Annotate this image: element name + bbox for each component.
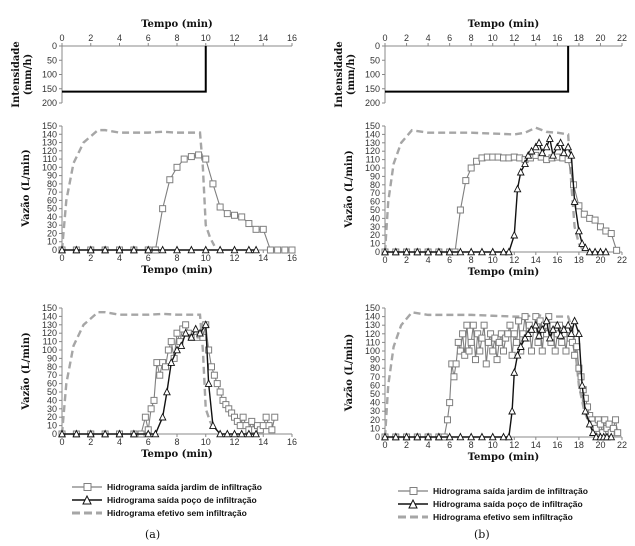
- marker-square: [496, 339, 502, 345]
- marker-square: [253, 226, 259, 232]
- legend-label-square: Hidrograma saída jardim de infiltração: [107, 481, 262, 492]
- marker-square: [289, 247, 295, 253]
- x-tick-label: 16: [552, 440, 563, 450]
- marker-square: [483, 361, 489, 367]
- y-tick-label: 0: [374, 247, 380, 257]
- x-tick-label: 16: [552, 255, 563, 265]
- x-tick-label: 6: [145, 253, 151, 263]
- chart-b-bot: [344, 303, 627, 463]
- marker-square: [468, 165, 474, 171]
- x-axis-title: Tempo (min): [141, 19, 213, 30]
- marker-square: [151, 397, 157, 403]
- legend-square-swatch: [398, 486, 428, 496]
- marker-square: [444, 417, 450, 423]
- series-triangle: [59, 321, 259, 437]
- rain-step-line: [385, 46, 568, 92]
- x-tick-label: 12: [509, 255, 520, 265]
- y-axis-title: Vazão (L/min): [344, 333, 355, 412]
- x-tick-label: 18: [573, 255, 584, 265]
- y-tick-label: 30: [369, 406, 380, 417]
- marker-square: [513, 339, 519, 345]
- x-axis-title: Tempo (min): [467, 452, 540, 463]
- x-tick-label: 16: [286, 33, 298, 43]
- y-tick-label: 20: [369, 230, 380, 241]
- y-tick-label: 0: [51, 429, 57, 439]
- legend-entry-dashed: [398, 510, 588, 523]
- y-axis-title-unit: (mm/h): [346, 53, 357, 96]
- x-tick-label: 6: [145, 33, 151, 43]
- x-tick-label: 2: [88, 437, 94, 447]
- marker-triangle: [557, 139, 563, 145]
- x-tick-label: 12: [229, 253, 240, 263]
- marker-triangle: [511, 232, 517, 238]
- y-axis-title-unit: (mm/h): [23, 53, 34, 96]
- marker-square: [260, 226, 266, 232]
- y-tick-label: 120: [41, 145, 57, 156]
- y-tick-label: 130: [41, 319, 57, 330]
- legend-label-dashed: Hidrograma efetivo sem infiltração: [433, 511, 573, 522]
- x-tick-label: 14: [530, 440, 541, 450]
- marker-square: [522, 314, 528, 320]
- x-tick-label: 22: [616, 33, 628, 43]
- x-tick-label: 10: [487, 33, 498, 43]
- y-tick-label: 100: [41, 69, 57, 80]
- y-tick-label: 90: [369, 354, 380, 365]
- legend-dashed-swatch: [398, 512, 428, 522]
- marker-square: [214, 381, 220, 387]
- y-tick-label: 50: [369, 389, 380, 399]
- legend-entry-square: [72, 480, 262, 493]
- chart-b-rain: [334, 19, 627, 108]
- marker-square: [490, 348, 496, 354]
- x-tick-label: 6: [447, 33, 453, 43]
- y-tick-label: 80: [369, 363, 380, 374]
- marker-square: [574, 344, 580, 350]
- marker-triangle: [576, 228, 582, 234]
- marker-square: [209, 364, 215, 370]
- legend-label-square: Hidrograma saída jardim de infiltração: [433, 485, 588, 496]
- y-tick-label: 140: [41, 129, 57, 140]
- marker-square: [451, 374, 457, 380]
- y-tick-label: 120: [364, 146, 380, 157]
- marker-square: [237, 423, 243, 429]
- marker-square: [160, 206, 166, 212]
- y-tick-label: 80: [46, 178, 57, 189]
- marker-triangle: [565, 322, 571, 328]
- y-tick-label: 50: [369, 55, 380, 66]
- y-tick-label: 90: [46, 170, 57, 181]
- y-tick-label: 10: [46, 236, 57, 247]
- x-tick-label: 8: [468, 33, 474, 43]
- marker-square: [275, 247, 281, 253]
- y-tick-label: 40: [369, 397, 380, 408]
- x-tick-label: 20: [595, 33, 606, 43]
- marker-square: [592, 217, 598, 223]
- x-tick-label: 0: [382, 440, 388, 450]
- y-tick-label: 200: [41, 98, 57, 108]
- y-tick-label: 50: [369, 205, 380, 215]
- x-tick-label: 14: [258, 253, 269, 263]
- x-tick-label: 10: [487, 440, 498, 450]
- marker-square: [203, 156, 209, 162]
- y-tick-label: 20: [369, 414, 380, 425]
- marker-square: [239, 214, 245, 220]
- marker-square: [142, 414, 148, 420]
- series-line-dashed: [62, 130, 214, 250]
- legend-a: [72, 480, 262, 519]
- panel-label-b: (b): [474, 528, 490, 541]
- x-axis-title: Tempo (min): [141, 265, 213, 276]
- x-tick-label: 16: [286, 437, 298, 447]
- y-tick-label: 70: [46, 187, 57, 198]
- marker-square: [246, 221, 252, 227]
- y-tick-label: 140: [364, 129, 380, 140]
- x-tick-label: 12: [509, 440, 520, 450]
- marker-square: [210, 181, 216, 187]
- y-tick-label: 120: [364, 328, 380, 339]
- x-tick-label: 0: [382, 255, 388, 265]
- marker-square: [217, 389, 223, 395]
- y-tick-label: 20: [46, 228, 57, 239]
- x-tick-label: 2: [88, 253, 94, 263]
- series-square: [59, 152, 295, 253]
- marker-square: [282, 247, 288, 253]
- series-square: [382, 314, 621, 440]
- y-tick-label: 30: [369, 221, 380, 232]
- y-tick-label: 10: [369, 423, 380, 434]
- marker-triangle: [205, 380, 211, 386]
- x-tick-label: 20: [595, 255, 606, 265]
- marker-square: [269, 427, 275, 433]
- x-tick-label: 14: [258, 437, 269, 447]
- marker-triangle: [159, 414, 165, 420]
- y-tick-label: 100: [364, 163, 380, 173]
- y-tick-label: 130: [364, 137, 380, 148]
- series-step: [62, 46, 206, 92]
- y-tick-label: 150: [41, 303, 57, 313]
- y-tick-label: 150: [41, 121, 57, 131]
- x-tick-label: 20: [595, 440, 606, 450]
- x-tick-label: 10: [487, 255, 498, 265]
- x-tick-label: 0: [59, 437, 65, 447]
- marker-triangle: [518, 169, 524, 175]
- marker-square: [263, 414, 269, 420]
- x-tick-label: 4: [116, 437, 123, 447]
- y-tick-label: 110: [42, 154, 57, 165]
- marker-square: [535, 339, 541, 345]
- y-tick-label: 0: [374, 41, 380, 51]
- marker-square: [188, 154, 194, 160]
- y-tick-label: 80: [46, 361, 57, 372]
- y-axis-title: Intensidade: [11, 41, 22, 108]
- y-tick-label: 100: [364, 346, 380, 356]
- marker-square: [481, 322, 487, 328]
- x-tick-label: 14: [258, 33, 269, 43]
- marker-square: [552, 348, 558, 354]
- marker-triangle: [571, 317, 577, 323]
- y-tick-label: 80: [369, 179, 380, 190]
- marker-square: [529, 348, 535, 354]
- x-tick-label: 16: [286, 253, 298, 263]
- marker-triangle: [509, 408, 515, 414]
- marker-square: [470, 322, 476, 328]
- y-axis-title: Vazão (L/min): [21, 149, 32, 227]
- series-line-dashed: [385, 128, 584, 252]
- y-tick-label: 70: [369, 188, 380, 199]
- legend-label-triangle: Hidrograma saída poço de infiltração: [107, 494, 257, 505]
- y-tick-label: 100: [41, 345, 57, 355]
- y-tick-label: 50: [46, 387, 57, 397]
- x-tick-label: 6: [447, 255, 453, 265]
- marker-square: [447, 400, 453, 406]
- marker-square: [479, 335, 485, 341]
- y-tick-label: 120: [41, 328, 57, 339]
- marker-triangle: [164, 389, 170, 395]
- y-tick-label: 60: [46, 378, 57, 389]
- marker-square: [249, 418, 255, 424]
- y-tick-label: 140: [41, 311, 57, 322]
- marker-triangle: [514, 186, 520, 192]
- y-tick-label: 70: [46, 370, 57, 381]
- legend-dashed-swatch: [72, 508, 102, 518]
- y-tick-label: 110: [365, 154, 380, 165]
- y-tick-label: 130: [41, 137, 57, 148]
- x-tick-label: 8: [174, 437, 180, 447]
- marker-square: [464, 322, 470, 328]
- x-tick-label: 8: [174, 33, 180, 43]
- series-step: [385, 46, 568, 92]
- marker-square: [468, 339, 474, 345]
- y-tick-label: 150: [364, 121, 380, 131]
- y-tick-label: 60: [369, 196, 380, 207]
- marker-square: [232, 212, 238, 218]
- y-tick-label: 110: [365, 337, 380, 348]
- marker-triangle: [565, 144, 571, 150]
- marker-square: [167, 177, 173, 183]
- y-tick-label: 140: [364, 311, 380, 322]
- marker-square: [507, 322, 513, 328]
- marker-triangle: [568, 152, 574, 158]
- x-tick-label: 2: [404, 33, 410, 43]
- marker-square: [466, 348, 472, 354]
- series-triangle: [382, 135, 609, 255]
- marker-square: [196, 152, 202, 158]
- rain-step-line: [62, 46, 206, 92]
- marker-square: [563, 348, 569, 354]
- legend-label-dashed: Hidrograma efetivo sem infiltração: [107, 507, 247, 518]
- marker-square: [539, 348, 545, 354]
- chart-a-rain: [11, 19, 297, 108]
- y-tick-label: 40: [46, 395, 57, 406]
- y-tick-label: 90: [46, 353, 57, 364]
- x-tick-label: 10: [200, 33, 211, 43]
- marker-square: [572, 352, 578, 358]
- y-tick-label: 130: [364, 320, 380, 331]
- y-axis-title: Intensidade: [334, 41, 345, 108]
- marker-square: [485, 339, 491, 345]
- legend-b: [398, 484, 588, 523]
- x-tick-label: 10: [200, 253, 211, 263]
- marker-triangle: [547, 135, 553, 141]
- y-tick-label: 150: [41, 83, 57, 94]
- x-tick-label: 12: [509, 33, 520, 43]
- marker-triangle: [511, 369, 517, 375]
- y-tick-label: 0: [374, 432, 380, 442]
- y-tick-label: 0: [51, 245, 57, 255]
- y-tick-label: 150: [364, 303, 380, 313]
- legend-entry-square: [398, 484, 588, 497]
- marker-square: [181, 156, 187, 162]
- marker-square: [613, 417, 619, 423]
- marker-triangle: [576, 330, 582, 336]
- legend-triangle-swatch: [398, 499, 428, 509]
- marker-square: [148, 406, 154, 412]
- y-tick-label: 20: [46, 412, 57, 423]
- legend-label-triangle: Hidrograma saída poço de infiltração: [433, 498, 583, 509]
- x-tick-label: 10: [200, 437, 211, 447]
- series-dashed: [62, 130, 214, 250]
- x-tick-label: 4: [116, 33, 123, 43]
- marker-square: [516, 318, 522, 324]
- marker-square: [174, 330, 180, 336]
- x-tick-label: 6: [145, 437, 151, 447]
- y-tick-label: 10: [46, 420, 57, 431]
- x-tick-label: 18: [573, 33, 584, 43]
- marker-square: [615, 430, 621, 436]
- marker-square: [183, 322, 189, 328]
- marker-square: [267, 247, 273, 253]
- legend-square-swatch: [72, 482, 102, 492]
- x-tick-label: 8: [468, 255, 474, 265]
- marker-square: [272, 414, 278, 420]
- x-axis-title: Tempo (min): [467, 19, 540, 30]
- chart-b-mid: [344, 121, 627, 278]
- x-tick-label: 22: [616, 255, 628, 265]
- marker-square: [224, 211, 230, 217]
- y-tick-label: 60: [369, 380, 380, 391]
- y-tick-label: 40: [369, 213, 380, 224]
- x-tick-label: 12: [229, 33, 240, 43]
- marker-square: [240, 414, 246, 420]
- marker-square: [463, 178, 469, 184]
- series-dashed: [385, 128, 584, 252]
- x-tick-label: 22: [616, 440, 628, 450]
- legend-entry-dashed: [72, 506, 262, 519]
- marker-square: [477, 348, 483, 354]
- x-axis-title: Tempo (min): [467, 267, 540, 278]
- marker-triangle: [543, 144, 549, 150]
- legend-entry-triangle: [72, 493, 262, 506]
- x-tick-label: 6: [447, 440, 453, 450]
- series-square: [382, 152, 620, 255]
- y-tick-label: 50: [46, 55, 57, 66]
- y-axis-title: Vazão (L/min): [21, 332, 32, 410]
- x-tick-label: 4: [425, 440, 431, 450]
- marker-square: [511, 331, 517, 337]
- x-tick-label: 2: [404, 440, 410, 450]
- marker-square: [163, 364, 169, 370]
- marker-square: [168, 339, 174, 345]
- marker-square: [457, 207, 463, 213]
- marker-square: [453, 361, 459, 367]
- marker-square: [455, 339, 461, 345]
- panel-label-a: (a): [145, 528, 161, 541]
- x-tick-label: 8: [174, 253, 180, 263]
- marker-square: [157, 372, 163, 378]
- chart-a-bot: [21, 303, 297, 460]
- y-tick-label: 10: [369, 238, 380, 249]
- x-tick-label: 0: [59, 33, 65, 43]
- y-tick-label: 40: [46, 211, 57, 222]
- y-tick-label: 150: [364, 83, 380, 94]
- x-tick-label: 14: [530, 255, 541, 265]
- chart-a-mid: [21, 121, 297, 276]
- marker-square: [174, 164, 180, 170]
- y-tick-label: 30: [46, 220, 57, 231]
- x-tick-label: 4: [425, 255, 431, 265]
- marker-triangle: [536, 139, 542, 145]
- marker-square: [217, 204, 223, 210]
- x-tick-label: 8: [468, 440, 474, 450]
- marker-square: [211, 372, 217, 378]
- marker-square: [460, 331, 466, 337]
- x-tick-label: 16: [552, 33, 563, 43]
- x-tick-label: 14: [530, 33, 541, 43]
- marker-square: [154, 360, 160, 366]
- x-axis-title: Tempo (min): [141, 449, 213, 460]
- x-tick-label: 2: [404, 255, 410, 265]
- y-tick-label: 50: [46, 203, 57, 214]
- x-tick-label: 4: [425, 33, 431, 43]
- y-tick-label: 90: [369, 171, 380, 182]
- marker-square: [608, 231, 614, 237]
- y-tick-label: 200: [364, 98, 380, 108]
- marker-square: [494, 357, 500, 363]
- x-tick-label: 0: [382, 33, 388, 43]
- series-line-triangle: [62, 325, 256, 434]
- y-tick-label: 100: [364, 69, 380, 80]
- y-tick-label: 30: [46, 403, 57, 414]
- y-tick-label: 0: [51, 41, 57, 51]
- marker-square: [165, 347, 171, 353]
- y-axis-title: Vazão (L/min): [344, 150, 355, 228]
- x-tick-label: 0: [59, 253, 65, 263]
- y-tick-label: 60: [46, 195, 57, 206]
- marker-square: [505, 331, 511, 337]
- marker-square: [559, 339, 565, 345]
- legend-triangle-swatch: [72, 495, 102, 505]
- x-tick-label: 12: [229, 437, 240, 447]
- marker-square: [472, 357, 478, 363]
- x-tick-label: 2: [88, 33, 94, 43]
- x-tick-label: 4: [116, 253, 123, 263]
- x-tick-label: 18: [573, 440, 584, 450]
- y-tick-label: 100: [41, 162, 57, 173]
- marker-triangle: [192, 326, 198, 332]
- marker-square: [614, 247, 620, 253]
- y-tick-label: 70: [369, 371, 380, 382]
- marker-square: [260, 423, 266, 429]
- marker-square: [501, 348, 507, 354]
- y-tick-label: 110: [42, 336, 57, 347]
- legend-entry-triangle: [398, 497, 588, 510]
